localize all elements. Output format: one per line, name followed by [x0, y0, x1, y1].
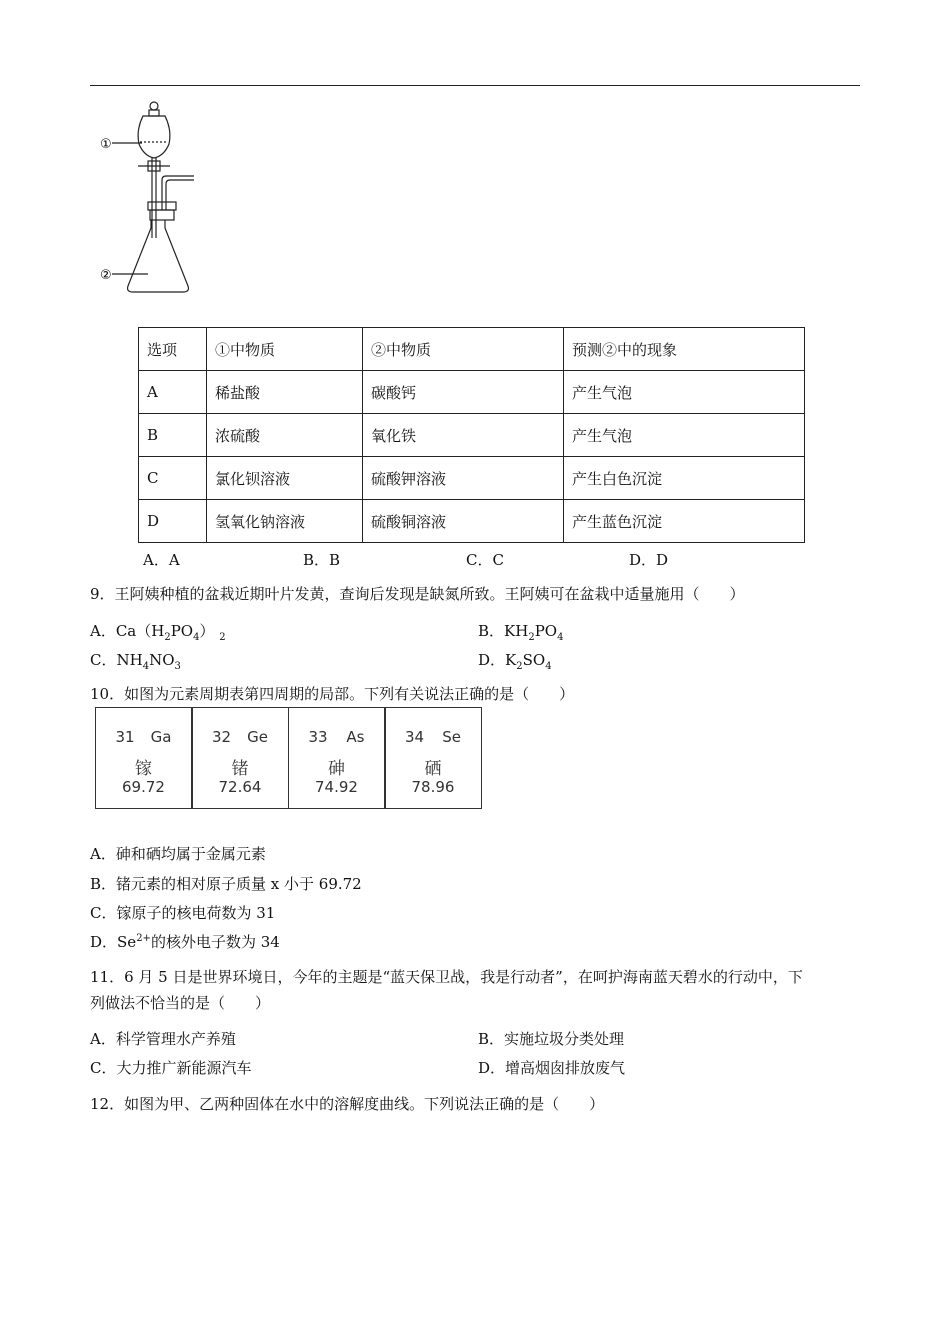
table-cell: 稀盐酸: [207, 371, 363, 414]
subscript: 4: [142, 661, 150, 672]
table-cell: 产生气泡: [564, 371, 805, 414]
superscript: 2+: [136, 933, 151, 944]
periodic-table-excerpt: [96, 707, 482, 809]
formula-part: A．Ca（H: [90, 622, 165, 640]
q10-stem: 10．如图为元素周期表第四周期的局部。下列有关说法正确的是（ ）: [90, 685, 575, 703]
subscript: 4: [545, 661, 552, 672]
q11-stem-line2: 列做法不恰当的是（ ）: [90, 994, 271, 1012]
formula-part: 的核外电子数为 34: [150, 933, 280, 951]
q9-option-d[interactable]: [478, 649, 552, 672]
formula-part: D．Se: [90, 933, 137, 951]
table-header-cell: ②中物质: [363, 328, 564, 371]
table-cell: C: [139, 457, 207, 500]
table-header-row: [139, 328, 805, 371]
atomic-mass: 74.92: [315, 778, 358, 796]
atomic-number: 34: [405, 728, 425, 746]
q10-option-b[interactable]: B．锗元素的相对原子质量 x 小于 69.72: [90, 875, 362, 893]
apparatus-diagram: [98, 98, 208, 298]
q8-option-c[interactable]: C．C: [466, 551, 504, 569]
table-header-cell: 预测②中的现象: [564, 328, 805, 371]
table-cell: 产生白色沉淀: [564, 457, 805, 500]
q10-option-c[interactable]: C．镓原子的核电荷数为 31: [90, 904, 276, 922]
element-tile: [191, 707, 289, 809]
element-tile: [288, 707, 386, 809]
formula-part: ）: [199, 622, 215, 640]
formula-part: NO: [149, 651, 175, 669]
table-header-cell: ①中物质: [207, 328, 363, 371]
table-cell: 产生蓝色沉淀: [564, 500, 805, 543]
q12-stem: 12．如图为甲、乙两种固体在水中的溶解度曲线。下列说法正确的是（ ）: [90, 1095, 605, 1113]
element-symbol: Ge: [247, 728, 268, 746]
element-tile: [95, 707, 193, 809]
formula-part: PO: [170, 622, 194, 640]
table-cell: 氧化铁: [363, 414, 564, 457]
label-2: ②: [100, 268, 112, 283]
q9-option-a[interactable]: [90, 620, 226, 643]
q9-option-c[interactable]: [90, 649, 181, 672]
table-cell: 硫酸钾溶液: [363, 457, 564, 500]
atomic-mass: 72.64: [218, 778, 262, 796]
options-table: [138, 327, 805, 543]
table-cell: 氯化钡溶液: [207, 457, 363, 500]
atomic-mass: 69.72: [122, 778, 165, 796]
table-cell: 碳酸钙: [363, 371, 564, 414]
element-symbol: Se: [442, 728, 461, 746]
formula-part: B．KH: [478, 622, 529, 640]
subscript: 4: [557, 632, 564, 643]
table-row: [139, 457, 805, 500]
table-cell: D: [139, 500, 207, 543]
table-header-cell: 选项: [139, 328, 207, 371]
subscript: 2: [219, 632, 226, 643]
table-cell: 硫酸铜溶液: [363, 500, 564, 543]
q9-option-b[interactable]: [478, 620, 563, 643]
q8-option-b[interactable]: B．B: [303, 551, 341, 569]
table-row: [139, 371, 805, 414]
q9-stem: 9．王阿姨种植的盆栽近期叶片发黄，查询后发现是缺氮所致。王阿姨可在盆栽中适量施用（ ）: [90, 585, 745, 603]
q11-option-a[interactable]: A．科学管理水产养殖: [90, 1030, 236, 1048]
q8-option-a[interactable]: A．A: [143, 551, 180, 569]
table-cell: 产生气泡: [564, 414, 805, 457]
table-cell: 浓硫酸: [207, 414, 363, 457]
q11-stem-line1: 11．6 月 5 日是世界环境日，今年的主题是“蓝天保卫战，我是行动者”，在呵护海南蓝天碧水的行动中，下: [90, 968, 803, 986]
element-name: 硒: [424, 759, 442, 779]
table-cell: A: [139, 371, 207, 414]
q8-option-d[interactable]: D．D: [629, 551, 669, 569]
element-tile: [384, 707, 482, 809]
subscript: 3: [174, 661, 181, 672]
table-cell: B: [139, 414, 207, 457]
subscript: 4: [193, 632, 200, 643]
table-row: [139, 414, 805, 457]
label-1: ①: [100, 137, 112, 152]
atomic-number: 31: [115, 728, 135, 746]
table-cell: 氢氧化钠溶液: [207, 500, 363, 543]
subscript: 2: [528, 632, 535, 643]
atomic-number: 33: [308, 728, 328, 746]
element-symbol: As: [346, 728, 365, 746]
header-rule: [90, 85, 860, 86]
q10-option-d[interactable]: [90, 931, 280, 952]
formula-part: D．K: [478, 651, 517, 669]
formula-part: SO: [522, 651, 546, 669]
q11-option-b[interactable]: B．实施垃圾分类处理: [478, 1030, 625, 1048]
formula-part: PO: [534, 622, 558, 640]
element-symbol: Ga: [150, 728, 172, 746]
element-name: 砷: [328, 759, 345, 779]
element-name: 镓: [135, 759, 152, 779]
atomic-mass: 78.96: [411, 778, 455, 796]
table-row: [139, 500, 805, 543]
formula-part: C．NH: [90, 651, 143, 669]
subscript: 2: [516, 661, 523, 672]
element-name: 锗: [231, 759, 249, 779]
atomic-number: 32: [212, 728, 232, 746]
q11-option-d[interactable]: D．增高烟囱排放废气: [478, 1059, 626, 1077]
q10-option-a[interactable]: A．砷和硒均属于金属元素: [90, 845, 266, 863]
subscript: 2: [164, 632, 171, 643]
q11-option-c[interactable]: C．大力推广新能源汽车: [90, 1059, 252, 1077]
